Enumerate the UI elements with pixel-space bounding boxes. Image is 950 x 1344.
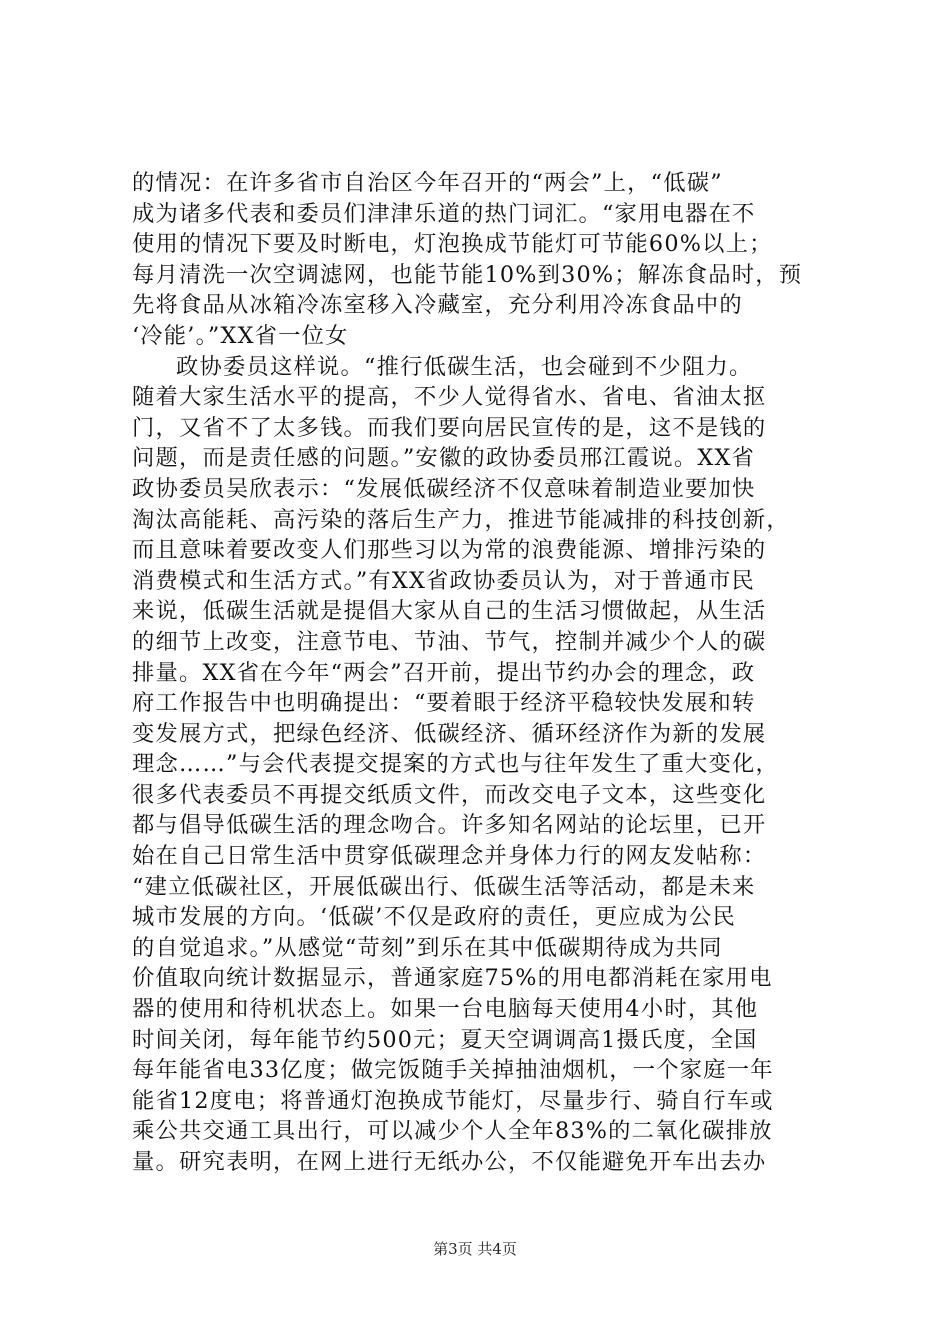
- text-line: 淘汰高能耗、高污染的落后生产力，推进节能减排的科技创新，: [132, 506, 790, 533]
- text-line: 每月清洗一次空调滤网，也能节能10%到30%；解冻食品时，预: [132, 261, 803, 288]
- text-line: 门，又省不了太多钱。而我们要向居民宣传的是，这不是钱的: [132, 414, 767, 441]
- text-line: “建立低碳社区，开展低碳出行、低碳生活等活动，都是未来: [132, 873, 756, 900]
- text-line: 而且意味着要改变人们那些习以为常的浪费能源、增排污染的: [132, 537, 767, 564]
- text-line: 问题，而是责任感的问题。”安徽的政协委员邢江霞说。XX省: [132, 445, 756, 472]
- text-line: 先将食品从冰箱冷冻室移入冷藏室，充分利用冷冻食品中的: [132, 292, 743, 319]
- text-line: 量。研究表明，在网上进行无纸办公，不仅能避免开车出去办: [132, 1149, 767, 1175]
- text-line: 每年能省电33亿度；做完饭随手关掉抽油烟机，一个家庭一年: [132, 1057, 774, 1084]
- page-footer: 第3页 共4页: [433, 1240, 517, 1258]
- text-line: 的自觉追求。”从感觉“苛刻”到乐在其中低碳期待成为共同: [132, 934, 723, 961]
- text-line: 随着大家生活水平的提高，不少人觉得省水、省电、省油太抠: [132, 384, 767, 411]
- text-line: 政协委员吴欣表示：“发展低碳经济不仅意味着制造业要加快: [132, 475, 756, 502]
- text-line: 城市发展的方向。‘低碳’不仅是政府的责任，更应成为公民: [132, 904, 736, 931]
- text-line: 来说，低碳生活就是提倡大家从自己的生活习惯做起，从生活: [132, 598, 767, 625]
- text-line: 乘公共交通工具出行，可以减少个人全年83%的二氧化碳排放: [132, 1118, 773, 1145]
- text-line: 排量。XX省在今年“两会”召开前，提出节约办会的理念，政: [132, 659, 756, 686]
- text-line: 的情况：在许多省市自治区今年召开的“两会”上，“低碳”: [132, 170, 723, 196]
- text-line: 器的使用和待机状态上。如果一台电脑每天使用4小时，其他: [132, 996, 759, 1023]
- text-line: 理念……”与会代表提交提案的方式也与往年发生了重大变化，: [132, 751, 780, 778]
- text-line: 时间关闭，每年能节约500元；夏天空调调高1摄氏度，全国: [132, 1026, 758, 1053]
- text-line: 使用的情况下要及时断电，灯泡换成节能灯可节能60%以上；: [132, 231, 773, 258]
- text-line: 的细节上改变，注意节电、节油、节气，控制并减少个人的碳: [132, 628, 767, 655]
- text-line: ‘冷能’。”XX省一位女: [132, 322, 349, 349]
- text-line: 变发展方式，把绿色经济、低碳经济、循环经济作为新的发展: [132, 720, 767, 747]
- text-line: 很多代表委员不再提交纸质文件，而改交电子文本，这些变化: [132, 781, 767, 808]
- text-line: 消费模式和生活方式。”有XX省政协委员认为，对于普通市民: [132, 567, 756, 594]
- body-text: [132, 168, 822, 1178]
- text-line: 政协委员这样说。“推行低碳生活，也会碰到不少阻力。: [176, 353, 753, 380]
- text-line: 能省12度电；将普通灯泡换成节能灯，尽量步行、骑自行车或: [132, 1087, 774, 1114]
- text-line: 府工作报告中也明确提出：“要着眼于经济平稳较快发展和转: [132, 690, 756, 717]
- text-line: 成为诸多代表和委员们津津乐道的热门词汇。“家用电器在不: [132, 200, 756, 227]
- text-line: 始在自己日常生活中贯穿低碳理念并身体力行的网友发帖称：: [132, 843, 767, 870]
- text-line: 价值取向统计数据显示，普通家庭75%的用电都消耗在家用电: [132, 965, 773, 992]
- text-line: 都与倡导低碳生活的理念吻合。许多知名网站的论坛里，已开: [132, 812, 767, 839]
